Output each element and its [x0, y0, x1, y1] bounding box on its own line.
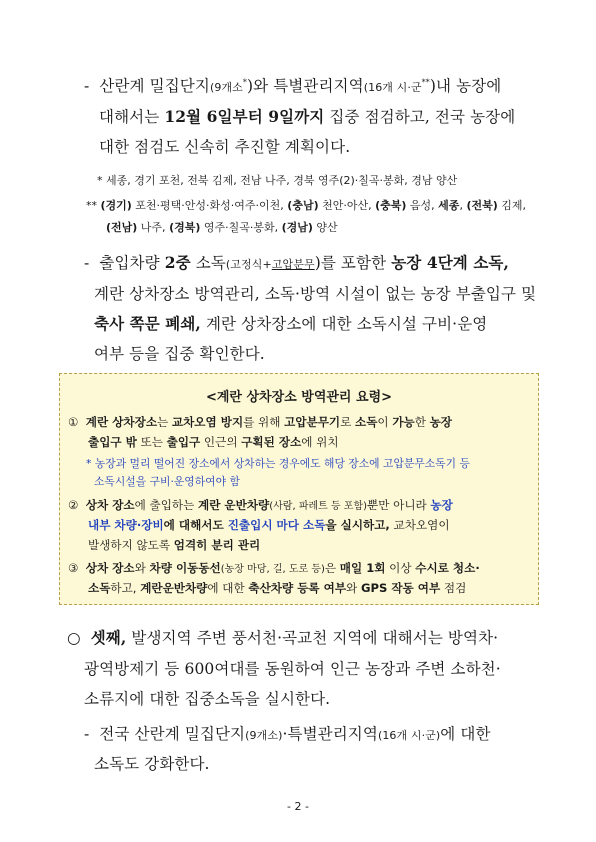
section-1-line-1: - 산란계 밀집단지(9개소*)와 특별관리지역(16개 시·군**)내 농장에	[84, 77, 502, 95]
circle-bullet-icon: ○	[67, 629, 81, 647]
item-number: ②	[68, 498, 79, 512]
page-number: - 2 -	[287, 800, 309, 813]
box-item-3-line-1: ③ 상차 장소와 차량 이동동선(농장 마당, 길, 도로 등)은 매일 1회 이상 수시로 청소·	[68, 561, 480, 575]
egg-loading-guideline-box	[59, 373, 539, 605]
item-number: ③	[68, 561, 79, 575]
box-item-3-line-2: 소독하고, 계란운반차량에 대한 축산차량 등록 여부와 GPS 작동 여부 점검	[88, 581, 467, 595]
box-item-1-line-1: ① 계란 상차장소는 교차오염 방지를 위해 고압분무기로 소독이 가능한 농장	[68, 415, 453, 429]
section-3-line-3: 소류지에 대한 집중소독을 실시한다.	[84, 690, 331, 708]
box-title: <계란 상차장소 방역관리 요령>	[205, 390, 393, 405]
box-item-2-line-2: 내부 차량·장비에 대해서도 진출입시 마다 소독을 실시하고, 교차오염이	[88, 518, 450, 532]
section-2-line-1: - 출입차량 2중 소독(고정식+고압분무)를 포함한 농장 4단계 소독,	[84, 253, 509, 272]
dash-marker: -	[84, 254, 90, 272]
section-4-line-2: 소독도 강화한다.	[94, 755, 210, 773]
box-item-2-line-1: ② 상차 장소에 출입하는 계란 운반차량(사람, 파레트 등 포함)뿐만 아니라 농장	[68, 498, 453, 512]
section-2-line-3: 축사 쪽문 폐쇄, 계란 상차장소에 대한 소독시설 구비·운영	[94, 314, 488, 333]
section-2-line-4: 여부 등을 집중 확인한다.	[94, 345, 265, 363]
section-3-line-1: ○ 셋째, 발생지역 주변 풍서천·곡교천 지역에 대해서는 방역차·	[67, 628, 499, 647]
dash-marker: -	[84, 77, 90, 95]
section-1-line-3: 대한 점검도 신속히 추진할 계획이다.	[99, 138, 351, 156]
section-4-line-1: - 전국 산란계 밀집단지(9개소)·특별관리지역(16개 시·군)에 대한	[84, 725, 491, 743]
footnote-2-cont: (전남) 나주, (경북) 영주·칠곡·봉화, (경남) 양산	[106, 221, 338, 234]
item-number: ①	[68, 415, 79, 429]
footnote-1: * 세종, 경기 포천, 전북 김제, 전남 나주, 경북 영주(2)·칠곡·봉화, 경남 양산	[97, 174, 458, 187]
section-2-line-2: 계란 상차장소 방역관리, 소독·방역 시설이 없는 농장 부출입구 및	[94, 285, 537, 303]
box-note-line-1: * 농장과 멀리 떨어진 장소에서 상차하는 경우에도 해당 장소에 고압분무소독기 등	[86, 457, 470, 470]
box-note-line-2: 소독시설을 구비·운영하여야 함	[94, 475, 240, 488]
section-1-line-2: 대해서는 12월 6일부터 9일까지 집중 점검하고, 전국 농장에	[99, 107, 516, 126]
box-item-2-line-3: 발생하지 않도록 엄격히 분리 관리	[88, 538, 261, 552]
dash-marker: -	[84, 725, 90, 743]
box-item-1-line-2: 출입구 밖 또는 출입구 인근의 구획된 장소에 위치	[88, 435, 339, 449]
section-3-line-2: 광역방제기 등 600여대를 동원하여 인근 농장과 주변 소하천·	[84, 660, 501, 678]
footnote-2: ** (경기) 포천·평택·안성·화성·여주·이천, (충남) 천안·아산, (충북) 음성, 세종, (전북) 김제,	[86, 199, 526, 212]
